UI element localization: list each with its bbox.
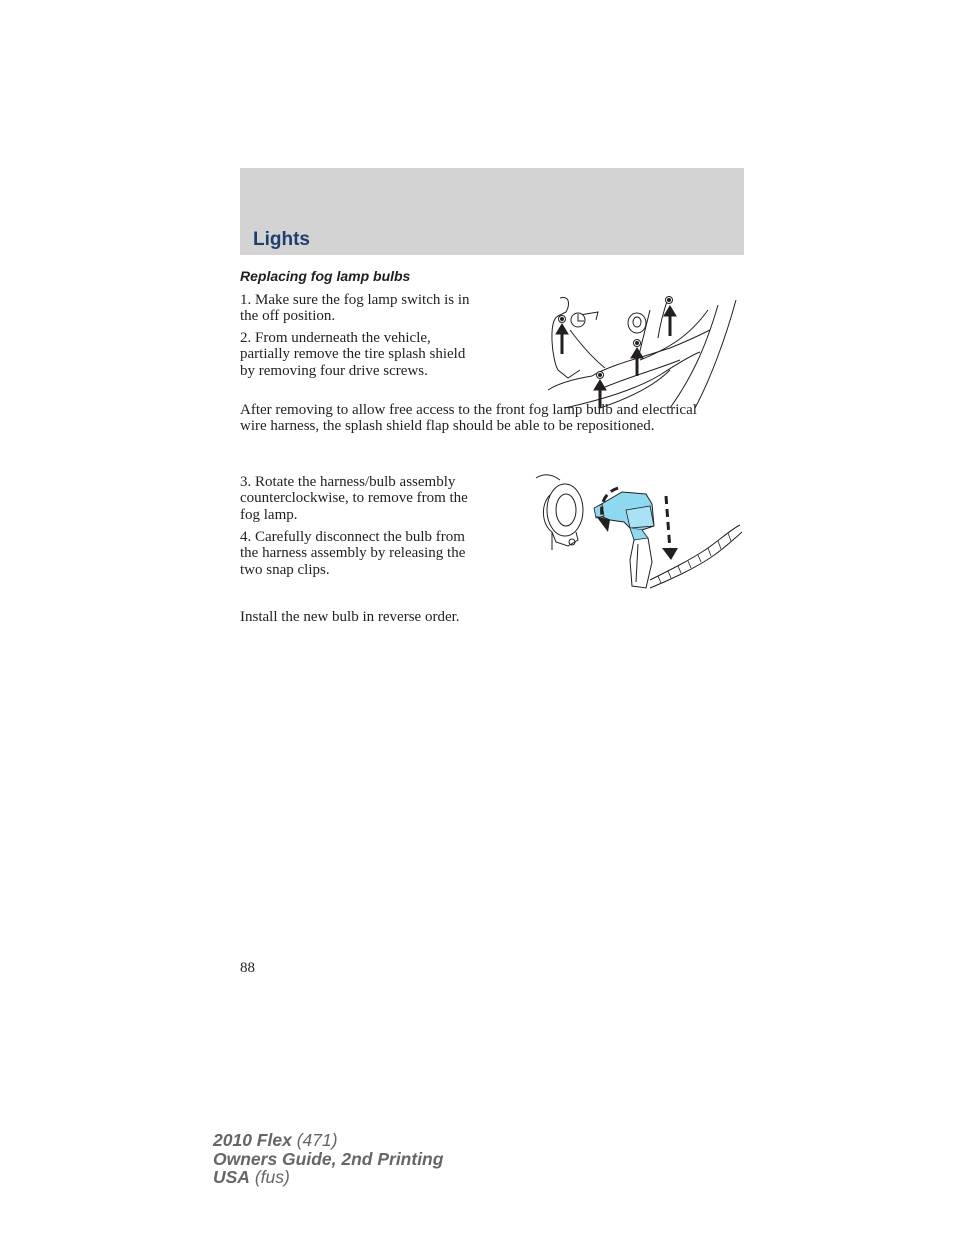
footer-imprint [213, 1131, 443, 1187]
page-number: 88 [240, 960, 255, 976]
footer-model-code: (471) [296, 1130, 338, 1150]
footer-line-region [213, 1168, 443, 1187]
step-2-note-text: After removing to allow free access to the front fog lamp bulb and electrical wire harness, the splash shield flap should be able to be repositioned. [240, 402, 697, 435]
step-2: 2. From underneath the vehicle, partially remove the tire splash shield by removing four drive screws. [240, 330, 466, 379]
footer-region: USA [213, 1167, 250, 1187]
footer-region-code: (fus) [254, 1167, 290, 1187]
section-title: Lights [253, 229, 310, 250]
section-header-band [240, 168, 744, 255]
footer-guide: Owners Guide, 2nd Printing [213, 1148, 444, 1169]
subheading: Replacing fog lamp bulbs [240, 268, 411, 284]
step-4: 4. Carefully disconnect the bulb from the harness assembly by releasing the two snap clips. [240, 529, 466, 578]
step-1: 1. Make sure the fog lamp switch is in the off position. [240, 292, 470, 325]
footer-line-model [213, 1131, 443, 1150]
install-note: Install the new bulb in reverse order. [240, 609, 460, 625]
splash-shield-figure [540, 290, 745, 415]
bulb-removal-figure [530, 470, 745, 595]
step-3: 3. Rotate the harness/bulb assembly counterclockwise, to remove from the fog lamp. [240, 474, 468, 523]
footer-model: 2010 Flex [213, 1130, 292, 1150]
